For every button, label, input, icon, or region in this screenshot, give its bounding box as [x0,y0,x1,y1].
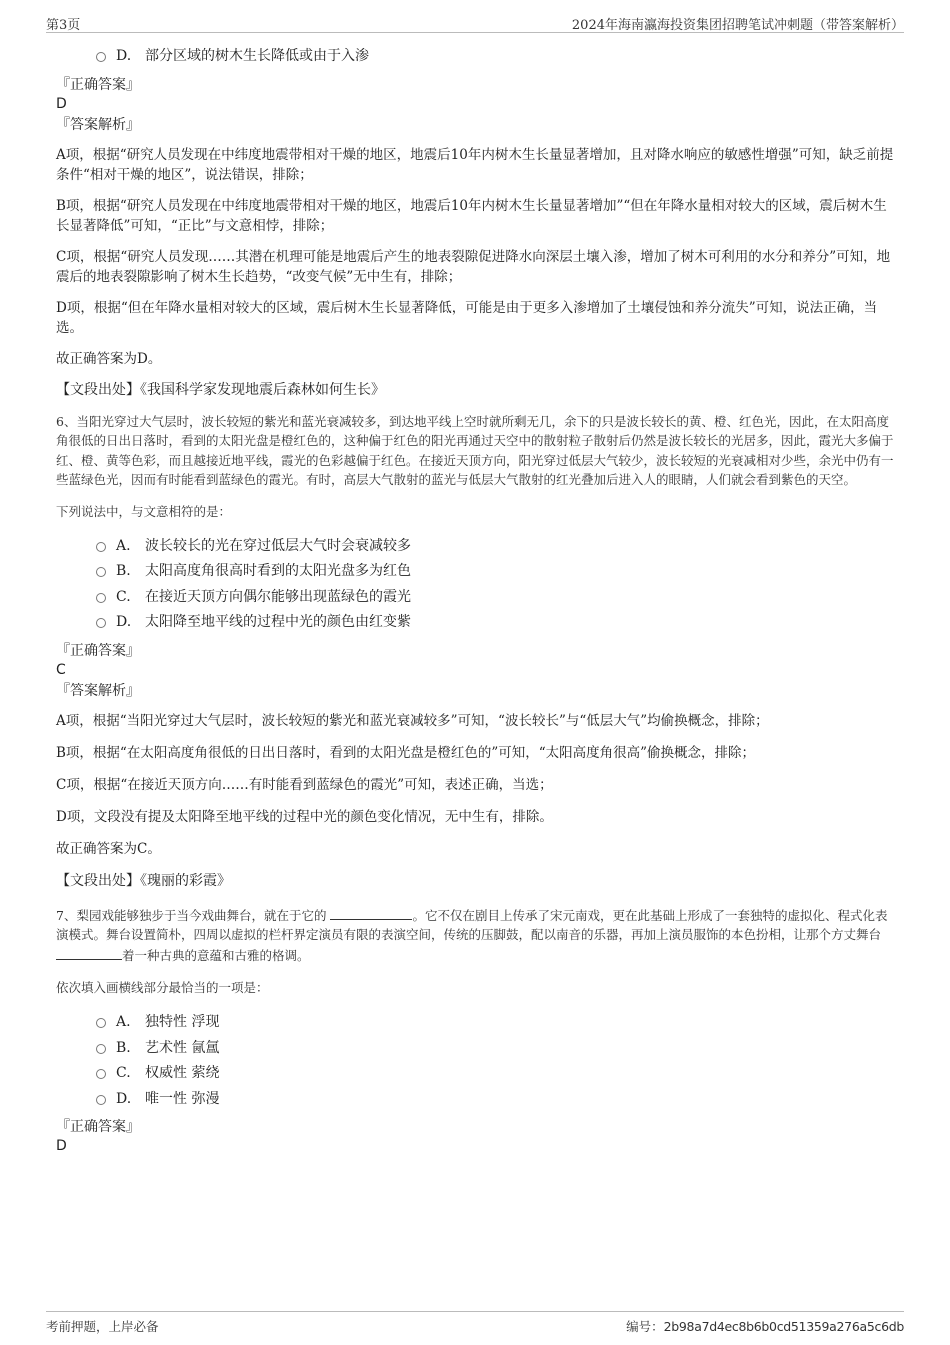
q5-analysis-title: 『答案解析』 [56,116,140,133]
option-label: D. [116,614,132,630]
blank-line-1 [330,905,412,920]
q5-source: 【文段出处】《我国科学家发现地震后森林如何生长》 [56,381,385,398]
q6-stem: 6、当阳光穿过大气层时，波长较短的紫光和蓝光衰减较多，到达地平线上空时就所剩无几，余下的只是波长较长的黄、橙、红色光，因此，在太阳高度角很低的日出日落时，看到的太阳光盘是橙红色的，这种偏于红色的阳光再通过天空中的散射粒子散射后仍然是波长较长的光居多，因此，霞光大多偏于红、橙、黄等色彩，而且越接近地平线，霞光的色彩越偏于红色。在接近天顶方向，阳光穿过低层大气较少，波长较短的光衰减相对少些，余光中仍有一些蓝绿色光，因而有时能看到蓝绿色的霞光。有时，高层大气散射的蓝光与低层大气散射的红光叠加后进入人的眼睛，人们就会看到紫色的天空。 [56,413,894,487]
code-label: 编号： [626,1319,664,1334]
option-text: 唯一性 弥漫 [145,1090,220,1107]
q5-conclusion: 故正确答案为D。 [56,350,162,367]
option-label: D. [116,48,132,64]
page-footer [46,1311,904,1336]
q7-option-a[interactable] [56,1010,898,1036]
blank-line-2 [56,945,122,960]
q7-answer-title: 『正确答案』 [56,1119,140,1135]
document-title: 2024年海南瀛海投资集团招聘笔试冲刺题（带答案解析） [571,18,904,33]
q6-answer-value: C [56,661,66,678]
q7-option-d[interactable] [56,1087,898,1113]
q7-option-b[interactable] [56,1036,898,1062]
q6-option-a[interactable] [56,534,898,560]
q5-analysis-d: D项，根据“但在年降水量相对较大的区域，震后树木生长显著降低，可能是由于更多入渗增加了土壤侵蚀和养分流失”可知，说法正确，当选。 [56,299,878,336]
option-text: 权威性 萦绕 [145,1065,220,1081]
q7-stem-part3: 着一种古典的意蕴和古雅的格调。 [122,947,310,963]
radio-icon[interactable] [96,593,106,603]
q5-answer-title: 『正确答案』 [56,76,140,93]
q6-analysis-title: 『答案解析』 [56,682,140,699]
radio-icon[interactable] [96,542,106,552]
page-content [56,44,898,1156]
option-label: B. [116,1039,131,1056]
q6-source: 【文段出处】《瑰丽的彩霞》 [56,872,231,889]
radio-icon[interactable] [96,1044,106,1054]
option-label: A. [116,537,131,554]
radio-icon[interactable] [96,1069,106,1079]
footer-slogan: 考前押题，上岸必备 [46,1319,159,1334]
q7-stem-part2: 。它不仅在剧目上传承了宋元南戏，更在此基础上形成了一套独特的虚拟化、程式化表演模式。舞台设置简朴，四周以虚拟的栏杆界定演员有限的表演空间，传统的压脚鼓，配以南音的乐器，再加上演员服饰的本色扮相，让那个方丈舞台 [56,907,888,942]
option-text: 独特性 浮现 [145,1014,220,1030]
q6-prompt: 下列说法中，与文意相符的是： [56,503,232,519]
q6-analysis-d: D项，文段没有提及太阳降至地平线的过程中光的颜色变化情况，无中生有，排除。 [56,808,553,825]
q5-analysis-a: A项，根据“研究人员发现在中纬度地震带相对干燥的地区，地震后10年内树木生长量显著增加，且对降水响应的敏感性增强”可知，缺乏前提条件“相对干燥的地区”，说法错误，排除； [56,146,894,183]
option-text: 艺术性 氤氲 [145,1039,220,1056]
q6-conclusion: 故正确答案为C。 [56,840,161,857]
document-code [626,1317,904,1335]
code-value: 2b98a7d4ec8b6b0cd51359a276a5c6db [663,1319,904,1334]
option-text: 太阳降至地平线的过程中光的颜色由红变紫 [145,614,411,630]
q7-option-c[interactable] [56,1061,898,1087]
q6-option-b[interactable] [56,559,898,585]
q6-analysis-a: A项，根据“当阳光穿过大气层时，波长较短的紫光和蓝光衰减较多”可知，“波长较长”与“低层大气”均偷换概念，排除； [56,712,769,729]
radio-icon[interactable] [96,567,106,577]
q5-analysis-b: B项，根据“研究人员发现在中纬度地震带相对干燥的地区，地震后10年内树木生长量显著增加”“但在年降水量相对较大的区域，震后树木生长显著降低”可知，“正比”与文意相悖，排除； [56,197,887,234]
option-label: C. [116,1065,131,1081]
option-text: 波长较长的光在穿过低层大气时会衰减较多 [145,537,411,554]
q5-answer-value: D [56,95,67,112]
option-text: 太阳高度角很高时看到的太阳光盘多为红色 [145,563,411,579]
page-header [46,12,904,33]
q5-analysis-c: C项，根据“研究人员发现……其潜在机理可能是地震后产生的地表裂隙促进降水向深层土壤入渗，增加了树木可利用的水分和养分”可知，地震后的地表裂隙影响了树木生长趋势，“改变气候”无中生有，排除； [56,248,891,285]
q6-analysis-b: B项，根据“在太阳高度角很低的日出日落时，看到的太阳光盘是橙红色的”可知，“太阳高度角很高”偷换概念，排除； [56,744,756,761]
radio-icon[interactable] [96,1095,106,1105]
q6-option-d[interactable] [56,610,898,636]
radio-icon[interactable] [96,618,106,628]
radio-icon[interactable] [96,1018,106,1028]
q5-option-d[interactable] [56,44,898,70]
page-number: 第3页 [46,18,81,33]
option-label: C. [116,588,131,605]
q6-option-c[interactable] [56,585,898,611]
q6-answer-title: 『正确答案』 [56,642,140,659]
q7-stem [56,905,898,966]
option-text: 部分区域的树木生长降低或由于入渗 [145,48,369,64]
radio-icon[interactable] [96,52,106,62]
q6-analysis-c: C项，根据“在接近天顶方向……有时能看到蓝绿色的霞光”可知，表述正确，当选； [56,776,553,793]
q7-stem-part1: 7、梨园戏能够独步于当今戏曲舞台，就在于它的 [56,907,327,923]
q7-prompt: 依次填入画横线部分最恰当的一项是： [56,980,269,995]
option-label: B. [116,563,131,579]
option-label: A. [116,1014,131,1030]
option-label: D. [116,1090,132,1107]
q7-answer-value: D [56,1138,67,1154]
option-text: 在接近天顶方向偶尔能够出现蓝绿色的霞光 [145,588,411,605]
